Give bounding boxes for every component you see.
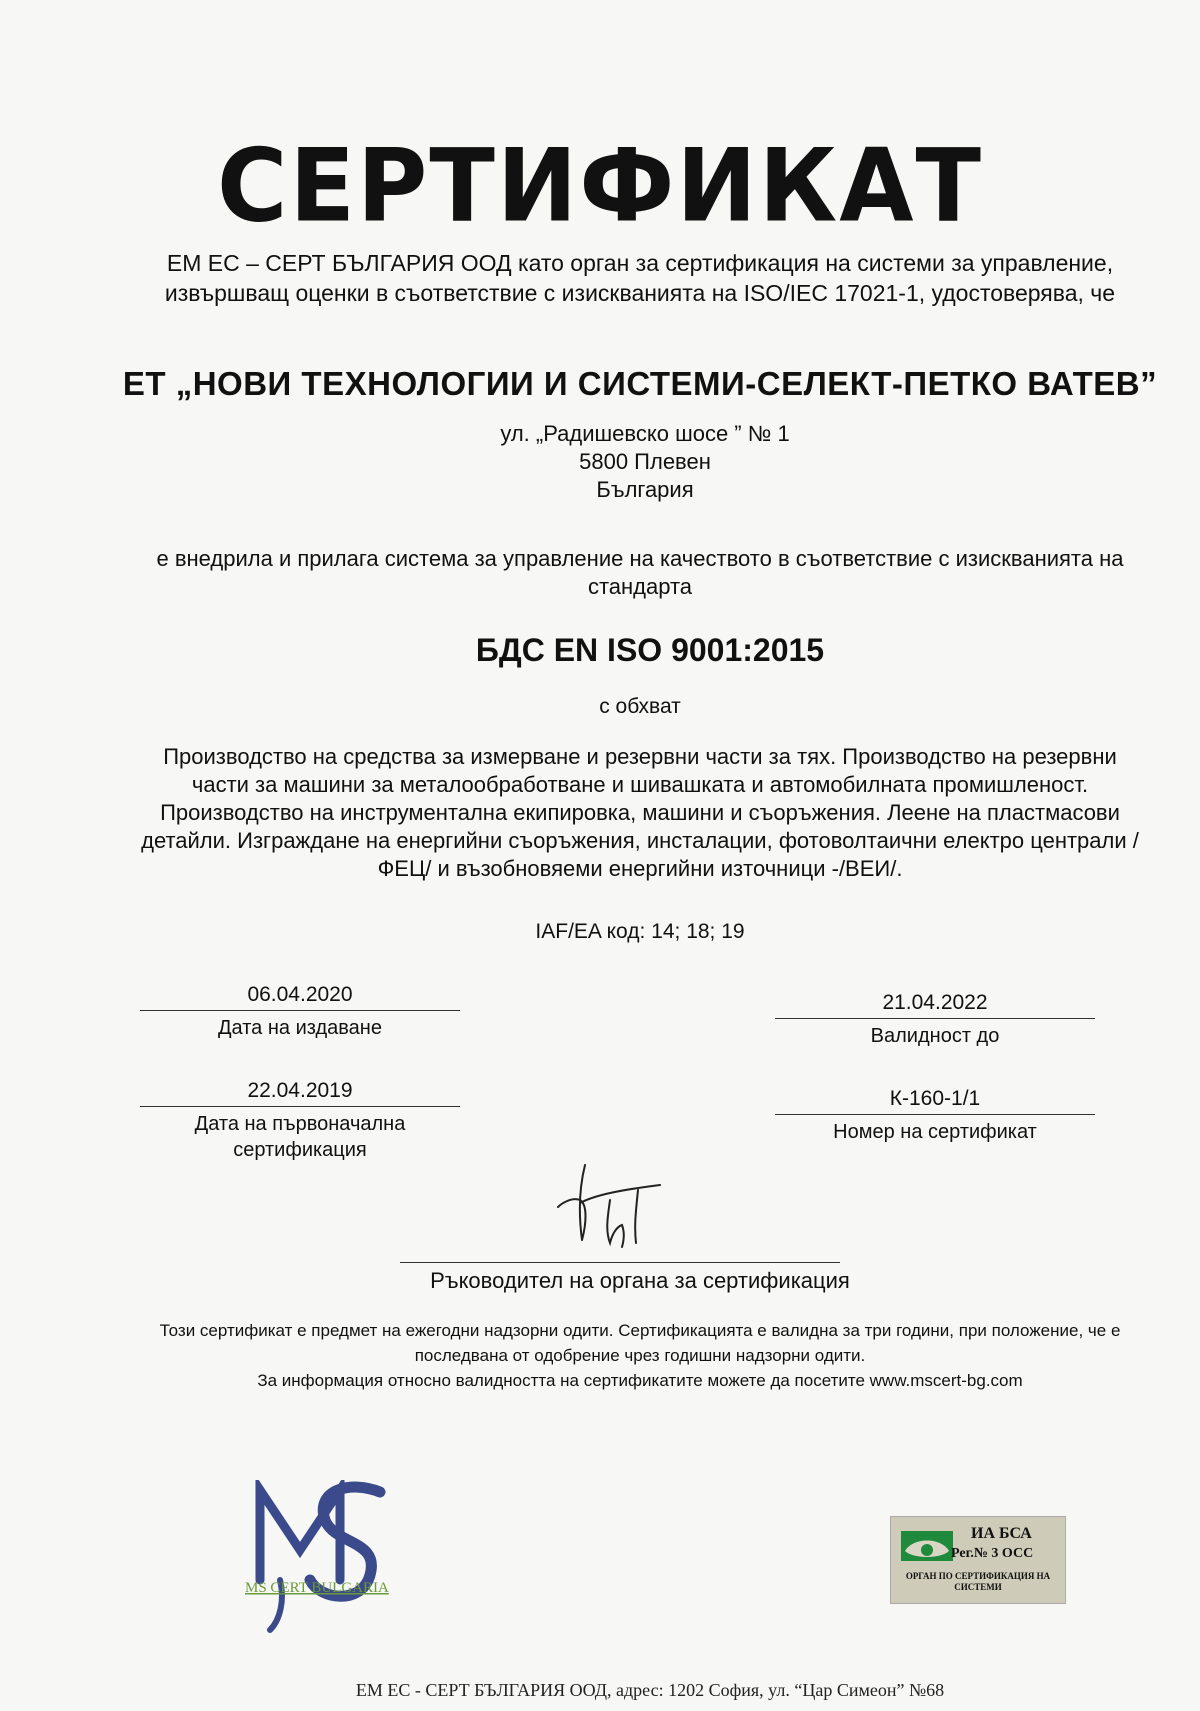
address-city: 5800 Плевен bbox=[579, 449, 711, 474]
signature-mark bbox=[550, 1155, 680, 1255]
bsa-badge-line3: ОРГАН ПО СЕРТИФИКАЦИЯ НА СИСТЕМИ bbox=[905, 1571, 1051, 1592]
bsa-accreditation-badge bbox=[890, 1516, 1066, 1604]
standard-name: БДС EN ISO 9001:2015 bbox=[475, 632, 825, 668]
scope-label: с обхват bbox=[599, 695, 681, 718]
address-street: ул. „Радишевско шосе ” № 1 bbox=[500, 421, 790, 446]
cert-number-label: Номер на сертификат bbox=[833, 1121, 1037, 1143]
valid-until-field bbox=[775, 990, 1095, 1049]
iaf-codes: IAF/EA код: 14; 18; 19 bbox=[535, 920, 745, 943]
certificate-title: СЕРТИФИКАТ bbox=[216, 127, 983, 245]
validity-note-text: Този сертификат е предмет на ежегодни надзорни одити. Сертификацията е валидна за три години, при положение, че е последвана от одобрение чрез годишни надзорни одити. bbox=[159, 1321, 1121, 1365]
initial-cert-date-line bbox=[140, 1106, 460, 1107]
statement-paragraph: е внедрила и прилага система за управление на качеството в съответствие с изискванията на стандарта bbox=[156, 546, 1124, 599]
bsa-eye-icon bbox=[899, 1527, 955, 1565]
company-address bbox=[0, 420, 1200, 504]
ms-cert-logo bbox=[240, 1480, 400, 1635]
footer-address: ЕМ ЕС - СЕРТ БЪЛГАРИЯ ООД, адрес: 1202 София, ул. “Цар Симеон” №68 bbox=[355, 1680, 945, 1700]
ms-cert-logo-mark bbox=[260, 1487, 380, 1630]
scope-paragraph: Производство на средства за измерване и резервни части за тях. Производство на резервни части за машини за металообработване и шивашката и автомобилната промишленост. Производство на инструментална екипировка, машини и съоръжения. Леене на пластмасови детайли. Изграждане на енергийни съоръжения, инсталации, фотоволтаични електро централи /ФЕЦ/ и възобновяеми енергийни източници -/ВЕИ/. bbox=[141, 744, 1139, 881]
initial-cert-date-value: 22.04.2019 bbox=[247, 1079, 353, 1102]
address-country: България bbox=[596, 477, 694, 502]
ms-cert-logo-text: MS CERT BULGARIA bbox=[245, 1580, 389, 1596]
validity-info-text: За информация относно валидността на сертификатите можете да посетите www.mscert-bg.com bbox=[257, 1371, 1023, 1390]
valid-until-line bbox=[775, 1018, 1095, 1019]
bsa-badge-line1: ИА БСА bbox=[971, 1525, 1032, 1542]
issue-date-field bbox=[140, 982, 460, 1041]
intro-paragraph: ЕМ ЕС – СЕРТ БЪЛГАРИЯ ООД като орган за сертификация на системи за управление, извършващ оценки в съответствие с изискванията на ISO/IEC 17021-1, удостоверява, че bbox=[164, 250, 1116, 306]
valid-until-label: Валидност до bbox=[870, 1025, 1000, 1047]
company-name: ЕТ „НОВИ ТЕХНОЛОГИИ И СИСТЕМИ-СЕЛЕКТ-ПЕТКО ВАТЕВ” bbox=[122, 365, 1158, 402]
signature-label: Ръководител на органа за сертификация bbox=[430, 1268, 850, 1293]
cert-number-value: К-160-1/1 bbox=[889, 1087, 981, 1110]
initial-cert-date-field bbox=[140, 1078, 460, 1163]
issue-date-line bbox=[140, 1010, 460, 1011]
signature-line bbox=[400, 1262, 840, 1263]
cert-number-field bbox=[775, 1086, 1095, 1145]
valid-until-value: 21.04.2022 bbox=[882, 991, 988, 1014]
cert-number-line bbox=[775, 1114, 1095, 1115]
bsa-badge-line2: Рег.№ 3 ОСС bbox=[951, 1546, 1034, 1561]
issue-date-label: Дата на издаване bbox=[218, 1017, 382, 1039]
validity-note bbox=[140, 1318, 1140, 1393]
issue-date-value: 06.04.2020 bbox=[247, 983, 353, 1006]
initial-cert-date-label: Дата на първоначална сертификация bbox=[194, 1113, 406, 1161]
